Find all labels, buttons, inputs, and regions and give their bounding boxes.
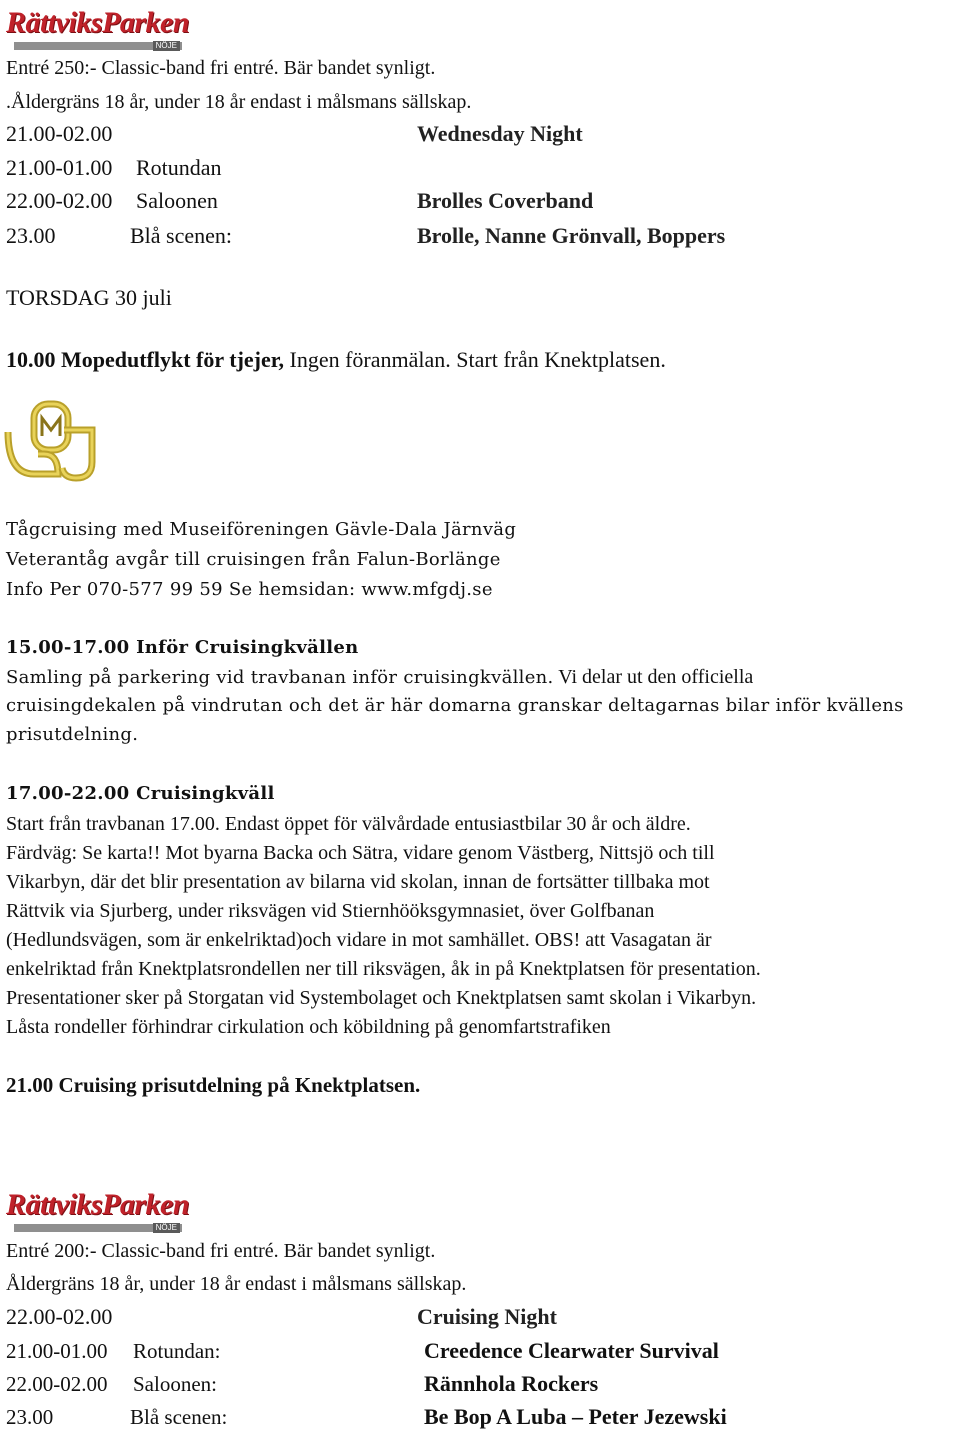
prize-giving [6, 1073, 420, 1097]
row-place: Blå scenen: [130, 223, 233, 248]
row-act: Wednesday Night [417, 121, 583, 146]
pre-line-2: cruisingdekalen på vindrutan och det är här domarna granskar deltagarnas bilar inför kvällens [6, 695, 904, 716]
moped-line [6, 348, 666, 372]
age-limit: Åldergräns 18 år, under 18 år endast i målsmans sällskap. [6, 1273, 467, 1295]
entry-info: Entré 250:- Classic-band fri entré. Bär bandet synligt. [6, 57, 436, 79]
row-act: Be Bop A Luba – Peter Jezewski [424, 1404, 727, 1429]
evening-title-text: 17.00-22.00 Cruisingkväll [6, 783, 275, 804]
pre-line-1b: Vi delar ut den officiella [553, 666, 754, 688]
evening-line: Rättvik via Sjurberg, under riksvägen vid Stiernhööksgymnasiet, över Golfbanan [6, 900, 655, 922]
entry-info: Entré 200:- Classic-band fri entré. Bär bandet synligt. [6, 1240, 436, 1262]
pre-title [6, 636, 359, 660]
mgj-railway-badge-icon [4, 400, 96, 482]
row-act: Brolles Coverband [417, 188, 594, 213]
logo-tag: NÖJE [153, 41, 180, 51]
pre-line-3: prisutdelning. [6, 724, 139, 745]
pre-title-text: 15.00-17.00 Inför Cruisingkvällen [6, 637, 359, 658]
row-time: 21.00-01.00 [6, 1339, 108, 1363]
row-act: Creedence Clearwater Survival [424, 1338, 719, 1363]
prize-giving-text: 21.00 Cruising prisutdelning på Knektplatsen. [6, 1073, 421, 1097]
row-time: 22.00-02.00 [6, 188, 113, 213]
moped-details: Ingen föranmälan. Start från Knektplatsen. [284, 347, 666, 372]
row-place: Rotundan: [133, 1339, 221, 1363]
row-time: 23.00 [6, 223, 56, 248]
logo-wordmark: RättviksParken [6, 1188, 190, 1221]
pre-line-1 [6, 665, 753, 690]
evening-line: Färdväg: Se karta!! Mot byarna Backa och Sätra, vidare genom Västberg, Nittsjö och till [6, 842, 715, 864]
logo-wordmark: RättviksParken [6, 6, 190, 39]
evening-line: Vikarbyn, där det blir presentation av bilarna vid skolan, innan de fortsätter tillbaka mot [6, 871, 710, 893]
logo-tag: NÖJE [153, 1223, 180, 1233]
evening-line: (Hedlundsvägen, som är enkelriktad)och vidare in mot samhället. OBS! att Vasagatan är [6, 929, 712, 951]
row-place: Rotundan [136, 155, 222, 180]
pre-line-1a: Samling på parkering vid travbanan inför cruisingkvällen. [6, 667, 554, 688]
row-time: 22.00-02.00 [6, 1372, 108, 1396]
train-info: Info Per 070-577 99 59 Se hemsidan: www.mfgdj.se [6, 579, 493, 600]
evening-line: enkelriktad från Knektplatsrondellen ner till riksvägen, åk in på Knektplatsen för presentation. [6, 958, 761, 980]
row-place: Saloonen: [133, 1372, 217, 1396]
row-act: Brolle, Nanne Grönvall, Boppers [417, 223, 726, 248]
row-time: 23.00 [6, 1405, 54, 1429]
train-departure: Veterantåg avgår till cruisingen från Falun-Borlänge [6, 549, 501, 570]
row-act: Cruising Night [417, 1304, 557, 1329]
row-place: Saloonen [136, 188, 218, 213]
train-title: Tågcruising med Museiföreningen Gävle-Dala Järnväg [6, 519, 517, 540]
evening-line: Start från travbanan 17.00. Endast öppet för välvårdade entusiastbilar 30 år och äldre. [6, 813, 691, 835]
moped-title: 10.00 Mopedutflykt för tjejer, [6, 347, 285, 372]
row-act: Rännhola Rockers [424, 1371, 599, 1396]
row-time: 22.00-02.00 [6, 1304, 113, 1329]
rattviksparken-logo [6, 6, 190, 50]
evening-line: Låsta rondeller förhindrar cirkulation och köbildning på genomfartstrafiken [6, 1016, 611, 1038]
age-limit: .Åldergräns 18 år, under 18 år endast i målsmans sällskap. [6, 91, 472, 113]
rattviksparken-logo [6, 1188, 190, 1232]
row-place: Blå scenen: [130, 1405, 228, 1429]
evening-line: Presentationer sker på Storgatan vid Systembolaget och Knektplatsen samt skolan i Vikarbyn. [6, 987, 757, 1009]
evening-title [6, 782, 275, 806]
day-heading: TORSDAG 30 juli [6, 285, 172, 310]
row-time: 21.00-02.00 [6, 121, 113, 146]
row-time: 21.00-01.00 [6, 155, 113, 180]
